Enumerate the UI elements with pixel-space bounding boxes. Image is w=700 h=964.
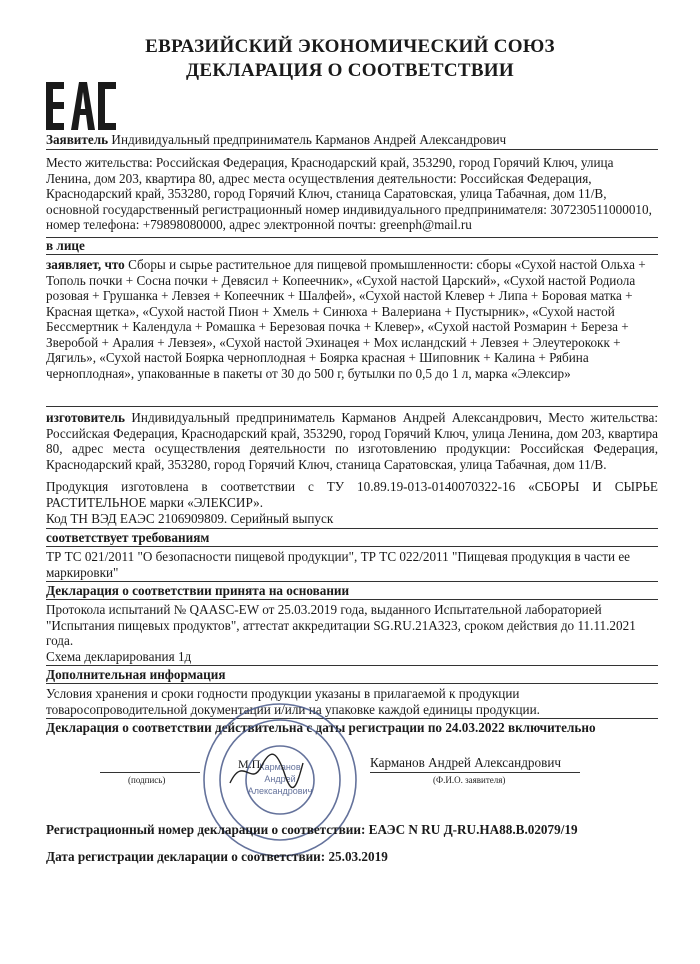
divider <box>46 683 658 684</box>
declares-block <box>46 257 658 381</box>
divider <box>46 665 658 666</box>
requirements-label: соответствует требованиям <box>46 530 210 545</box>
document-title-union: ЕВРАЗИЙСКИЙ ЭКОНОМИЧЕСКИЙ СОЮЗ <box>145 36 555 57</box>
document-title-declaration: ДЕКЛАРАЦИЯ О СООТВЕТСТВИИ <box>186 60 514 81</box>
applicant-label: Заявитель <box>46 132 109 147</box>
production-basis: Продукция изготовлена в соответствии с ТУ 10.89.19-013-0140070322-16 «СБОРЫ И СЫРЬЕ РАСТИТЕЛЬНОЕ марки «ЭЛЕКСИР». <box>46 479 658 510</box>
divider <box>46 254 658 255</box>
seal-name-line-3: Александрович <box>247 786 313 796</box>
manufacturer-text: Индивидуальный предприниматель Карманов Андрей Александрович, Место жительства: Российская Федерация, Краснодарский край, 353290, город Горячий Ключ, улица Ленина, дом 203, квартира 80, адрес места осуществления деятельности по изготовлению продукции: Российская Федерация, Краснодарский край, 353280, город Горячий Ключ, станица Саратовская, улица Табачная, дом 11/В. <box>46 410 659 472</box>
applicant-address: Место жительства: Российская Федерация, Краснодарский край, 353290, город Горячий Ключ, улица Ленина, дом 203, квартира 80, адрес места осуществления деятельности: Российская Федерация, Краснодарский край, 353280, город Горячий Ключ, станица Саратовская, улица Табачная, дом 11/В, основной государственный регистрационный номер индивидуального предпринимателя: 307230511000010, номер телефона: +79898080000, адрес электронной почты: greenph@mail.ru <box>46 155 652 232</box>
divider <box>46 406 658 407</box>
basis-label: Декларация о соответствии принята на основании <box>46 583 350 598</box>
name-line <box>370 772 580 773</box>
seal-place-label: М.П. <box>238 757 264 771</box>
manufacturer-label: изготовитель <box>46 410 125 425</box>
registration-number: Регистрационный номер декларации о соответствии: ЕАЭС N RU Д-RU.НА88.В.02079/19 <box>46 822 578 837</box>
divider <box>46 237 658 238</box>
signature-caption: (подпись) <box>128 775 166 785</box>
eac-logo-icon <box>46 82 116 130</box>
validity-statement: Декларация о соответствии действительна с даты регистрации по 24.03.2022 включительно <box>46 720 596 735</box>
seal-name-line-1: Карманов <box>259 762 301 772</box>
registration-date: Дата регистрации декларации о соответствии: 25.03.2019 <box>46 849 388 864</box>
signature-line <box>100 772 200 773</box>
divider <box>46 528 658 529</box>
declares-label: заявляет, что <box>46 257 125 272</box>
additional-info-label: Дополнительная информация <box>46 667 226 682</box>
applicant-full-name: Карманов Андрей Александрович <box>370 755 562 770</box>
divider <box>46 581 658 582</box>
seal-name-line-2: Андрей <box>264 774 296 784</box>
name-caption: (Ф.И.О. заявителя) <box>433 775 506 785</box>
divider <box>46 149 658 150</box>
hs-code: Код ТН ВЭД ЕАЭС 2106909809. Серийный выпуск <box>46 511 334 526</box>
declares-text: Сборы и сырье растительное для пищевой промышленности: сборы «Сухой настой Ольха + Тополь почки + Сосна почки + Девясил + Копеечник», «Сухой настой Царский», «Сухой настой Родиола розовая + Грушанка + Левзея + Копеечник + Шалфей», «Сухой настой Клевер + Липа + Боровая матка + Красная щетка», «Сухой настой Пион + Хмель + Синюха + Валериана + Пустырник», «Сухой настой Бессмертник + Календула + Ромашка + Березовая почка + Клевер», «Сухой настой Розмарин + Береза + Зверобой + Аралия + Левзея», «Сухой настой Эхинацея + Мох исландский + Левзея + Элеутерококк + Дягиль», «Сухой настой Боярка черноплодная + Боярка красная + Шиповник + Калина + Рябина черноплодная», упакованные в пакеты от 30 до 500 г, бутылки по 0,5 до 1 л, марка «Элексир» <box>46 257 646 381</box>
manufacturer-block <box>46 410 658 472</box>
declaration-scheme: Схема декларирования 1д <box>46 649 192 664</box>
requirements-text: ТР ТС 021/2011 "О безопасности пищевой продукции", ТР ТС 022/2011 "Пищевая продукция в части ее маркировки" <box>46 549 631 580</box>
divider <box>46 546 658 547</box>
basis-text: Протокола испытаний № QAASC-EW от 25.03.2019 года, выданного Испытательной лабораторией "Испытания пищевых продуктов", аттестат аккредитации SG.RU.21A323, сроком действия до 11.11.2021 года. <box>46 602 636 648</box>
applicant-name: Индивидуальный предприниматель Карманов Андрей Александрович <box>111 132 507 147</box>
in-person-label: в лице <box>46 238 85 253</box>
signature-scribble-icon <box>225 745 305 795</box>
additional-info-text: Условия хранения и сроки годности продукции указаны в прилагаемой к продукции товаросопроводительной документации и/или на упаковке каждой единицы продукции. <box>46 686 540 717</box>
divider <box>46 599 658 600</box>
applicant-line <box>46 132 666 148</box>
